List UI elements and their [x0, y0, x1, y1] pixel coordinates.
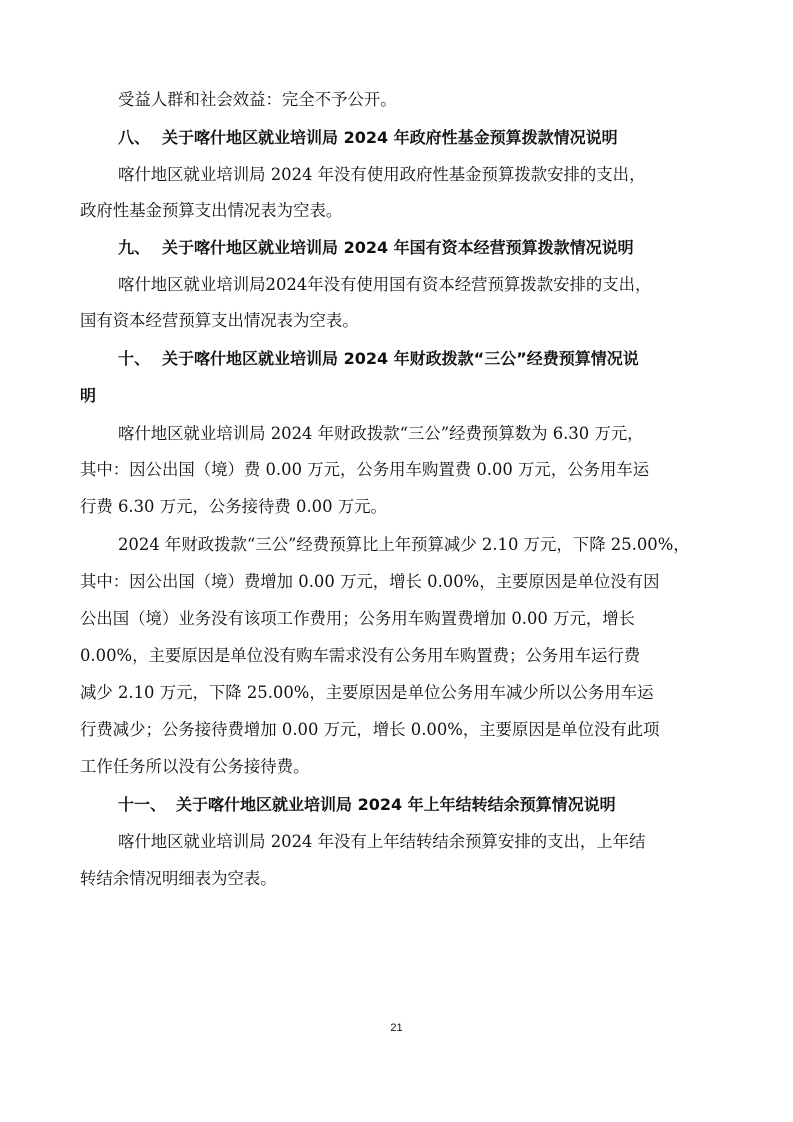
section-number: 十、: [118, 349, 151, 368]
section-title: 关于喀什地区就业培训局 2024 年国有资本经营预算拨款情况说明: [162, 238, 634, 257]
body-line: 受益人群和社会效益：完全不予公开。: [118, 90, 397, 109]
body-line: 其中：因公出国（境）费 0.00 万元，公务用车购置费 0.00 万元，公务用车运: [80, 460, 650, 479]
body-line: 国有资本经营预算支出情况表为空表。: [80, 311, 359, 330]
body-line: 其中：因公出国（境）费增加 0.00 万元，增长 0.00%，主要原因是单位没有因: [80, 572, 660, 591]
section-title: 关于喀什地区就业培训局 2024 年财政拨款“三公”经费预算情况说: [162, 349, 639, 368]
page-number: 21: [390, 1022, 403, 1034]
section-title: 关于喀什地区就业培训局 2024 年政府性基金预算拨款情况说明: [162, 128, 618, 147]
section-number: 九、: [118, 238, 151, 257]
body-line: 政府性基金预算支出情况表为空表。: [80, 201, 343, 220]
section-number: 十一、: [118, 795, 167, 814]
body-line: 喀什地区就业培训局 2024 年没有上年结转结余预算安排的支出，上年结: [118, 832, 646, 851]
body-line: 0.00%，主要原因是单位没有购车需求没有公务用车购置费；公务用车运行费: [80, 646, 641, 665]
body-line: 喀什地区就业培训局 2024 年财政拨款“三公”经费预算数为 6.30 万元，: [118, 424, 644, 443]
section-number: 八、: [118, 128, 151, 147]
body-line: 2024 年财政拨款“三公”经费预算比上年预算减少 2.10 万元，下降 25.00%，: [118, 535, 690, 554]
body-line: 工作任务所以没有公务接待费。: [80, 757, 310, 776]
body-line: 公出国（境）业务没有该项工作费用；公务用车购置费增加 0.00 万元，增长: [80, 609, 636, 628]
body-line: 喀什地区就业培训局 2024 年没有使用政府性基金预算拨款安排的支出，: [118, 165, 646, 184]
body-line: 减少 2.10 万元，下降 25.00%，主要原因是单位公务用车减少所以公务用车运: [80, 683, 654, 702]
body-line: 行费减少；公务接待费增加 0.00 万元，增长 0.00%，主要原因是单位没有此项: [80, 720, 660, 739]
body-line: 喀什地区就业培训局2024年没有使用国有资本经营预算拨款安排的支出，: [118, 275, 652, 294]
section-title-continuation: 明: [80, 386, 97, 405]
body-line: 行费 6.30 万元，公务接待费 0.00 万元。: [80, 497, 387, 516]
body-line: 转结余情况明细表为空表。: [80, 869, 277, 888]
section-title: 关于喀什地区就业培训局 2024 年上年结转结余预算情况说明: [176, 795, 616, 814]
